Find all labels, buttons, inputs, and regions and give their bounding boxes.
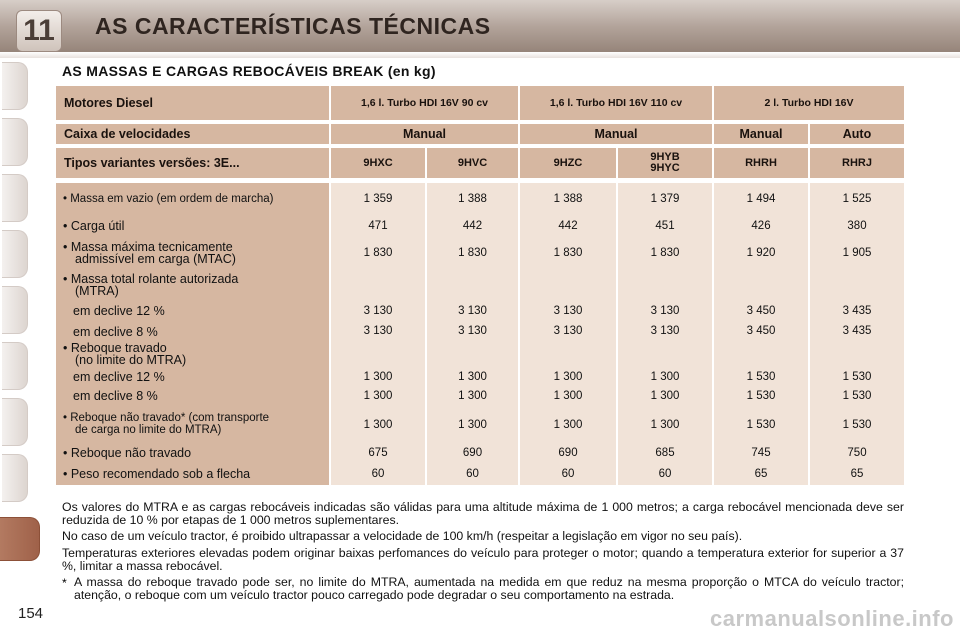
table-cell: 3 130 (458, 305, 487, 317)
table-cell: 65 (754, 468, 768, 480)
footnote-marker: * (62, 576, 67, 590)
variant-cell: 9HXC (331, 148, 425, 178)
variant-cell: RHRH (714, 148, 808, 178)
note-paragraph: Temperaturas exteriores elevadas podem originar baixas perfomances do veículo para proteger o motor; quando a temperatura exterior for superior a 37 %, limitar a massa rebocável. (62, 546, 904, 573)
table-cell: 3 130 (363, 325, 393, 337)
side-tab-strip (0, 62, 40, 582)
table-cell: 1 530 (746, 419, 776, 431)
table-cell: 3 130 (650, 305, 680, 317)
table-cell: 60 (466, 468, 479, 480)
table-cell: 3 130 (458, 325, 487, 337)
side-tab[interactable] (2, 342, 28, 390)
side-tab[interactable] (2, 454, 28, 502)
row-label: em declive 8 % (73, 325, 158, 339)
table-cell: 1 905 (842, 247, 872, 259)
page-title: AS CARACTERÍSTICAS TÉCNICAS (95, 13, 491, 39)
gearbox-cell: Manual (714, 124, 808, 144)
table-cell: 1 300 (363, 390, 393, 402)
side-tab-active[interactable] (0, 517, 40, 561)
side-tab[interactable] (2, 174, 28, 222)
row-label: admissível em carga (MTAC) (75, 252, 236, 266)
table-cell: 1 300 (650, 419, 680, 431)
row-label: • Peso recomendado sob a flecha (63, 467, 251, 481)
row-label: • Reboque não travado* (com transporte (63, 412, 270, 424)
table-cell: 442 (558, 220, 578, 232)
table-cell: 1 530 (842, 371, 872, 383)
table-cell: 690 (558, 447, 578, 459)
row-label: • Reboque travado (63, 341, 167, 355)
row-label: • Carga útil (63, 219, 125, 233)
table-cell: 1 300 (553, 371, 583, 383)
table-cell: 1 494 (746, 193, 776, 205)
watermark: carmanualsonline.info (710, 606, 954, 631)
table-cell: 65 (850, 468, 864, 480)
table-cell: 426 (751, 220, 771, 232)
table-cell: 3 450 (746, 305, 776, 317)
table-cell: 1 530 (746, 371, 776, 383)
table-cell: 1 920 (746, 247, 776, 259)
side-tab[interactable] (2, 398, 28, 446)
gearbox-cell: Manual (331, 124, 518, 144)
table-cell: 1 300 (458, 390, 487, 402)
table-cell: 3 435 (842, 325, 872, 337)
table-cell: 745 (751, 447, 771, 459)
table-cell: 3 130 (553, 305, 583, 317)
variant-cell: 9HZC (520, 148, 616, 178)
row-label: em declive 8 % (73, 389, 158, 403)
row-variants-label: Tipos variantes versões: 3E... (56, 148, 329, 178)
table-cell: 1 359 (363, 193, 393, 205)
row-label: (MTRA) (75, 284, 119, 298)
table-cell: 451 (655, 220, 675, 232)
page-number: 154 (18, 605, 44, 622)
variant-line: 9HYC (650, 162, 680, 174)
side-tab[interactable] (2, 230, 28, 278)
row-label: (no limite do MTRA) (75, 353, 187, 367)
side-tab[interactable] (2, 286, 28, 334)
table-cell: 1 300 (363, 419, 393, 431)
row-label: • Massa total rolante autorizada (63, 272, 239, 286)
engine-header: 2 l. Turbo HDI 16V (714, 86, 904, 120)
row-engine-label: Motores Diesel (56, 86, 329, 120)
variant-cell: 9HVC (427, 148, 518, 178)
table-cell: 3 130 (363, 305, 393, 317)
row-label: de carga no limite do MTRA) (75, 424, 222, 436)
table-cell: 1 300 (458, 371, 487, 383)
table-cell: 1 388 (458, 193, 487, 205)
table-cell: 1 300 (553, 390, 583, 402)
table-cell: 1 300 (650, 390, 680, 402)
table-cell: 60 (371, 468, 385, 480)
row-gearbox-label: Caixa de velocidades (56, 124, 329, 144)
table-cell: 750 (847, 447, 867, 459)
table-cell: 3 435 (842, 305, 872, 317)
table-cell: 3 130 (553, 325, 583, 337)
variant-cell: RHRJ (810, 148, 904, 178)
table-cell: 442 (462, 220, 483, 232)
row-label: • Massa máxima tecnicamente (63, 240, 233, 254)
table-cell: 1 530 (842, 419, 872, 431)
side-tab[interactable] (2, 62, 28, 110)
table-cell: 1 830 (363, 247, 393, 259)
section-title: AS MASSAS E CARGAS REBOCÁVEIS BREAK (en kg) (62, 63, 436, 79)
table-cell: 1 388 (553, 193, 583, 205)
row-label: em declive 12 % (73, 370, 165, 384)
variant-cell (618, 148, 712, 178)
table-cell: 1 830 (650, 247, 680, 259)
table-cell: 1 830 (553, 247, 583, 259)
table-cell: 60 (561, 468, 575, 480)
table-cell: 3 130 (650, 325, 680, 337)
table-cell: 1 525 (842, 193, 872, 205)
table-cell: 690 (462, 447, 483, 459)
table-cell: 380 (847, 220, 867, 232)
table-cell: 685 (655, 447, 675, 459)
table-cell: 60 (658, 468, 672, 480)
row-label: • Massa em vazio (em ordem de marcha) (63, 193, 274, 205)
note-paragraph: Os valores do MTRA e as cargas rebocáveis indicadas são válidas para uma altitude máxima de 1 000 metros; a carga rebocável mencionada deve ser reduzida de 10 % por etapas de 1 000 metros suplementares. (62, 500, 904, 527)
table-cell: 471 (368, 220, 388, 232)
gearbox-cell: Manual (520, 124, 712, 144)
footnote-text: A massa do reboque travado pode ser, no limite do MTRA, aumentada na medida em que reduz na mesma proporção o MTCA do veículo tractor; atenção, o reboque com um veículo tractor pouco carregado pode degradar o seu comportamento na estrada. (74, 575, 904, 602)
table-cell: 1 300 (650, 371, 680, 383)
table-cell: 1 300 (553, 419, 583, 431)
chapter-badge: 11 (16, 10, 62, 52)
engine-header: 1,6 l. Turbo HDI 16V 110 cv (520, 86, 712, 120)
side-tab[interactable] (2, 118, 28, 166)
engine-header: 1,6 l. Turbo HDI 16V 90 cv (331, 86, 518, 120)
table-cell: 1 300 (458, 419, 487, 431)
row-label: em declive 12 % (73, 304, 165, 318)
table-cell: 1 379 (650, 193, 680, 205)
table-cell: 1 830 (458, 247, 487, 259)
table-cell: 1 530 (842, 390, 872, 402)
gearbox-cell: Auto (810, 124, 904, 144)
variant-line: 9HYB (650, 151, 680, 163)
table-cell: 675 (368, 447, 388, 459)
table-cell: 1 530 (746, 390, 776, 402)
row-label: • Reboque não travado (63, 446, 192, 460)
table-cell: 1 300 (363, 371, 393, 383)
note-paragraph: No caso de um veículo tractor, é proibido ultrapassar a velocidade de 100 km/h (respeitar a legislação em vigor no seu país). (62, 529, 743, 543)
table-cell: 3 450 (746, 325, 776, 337)
